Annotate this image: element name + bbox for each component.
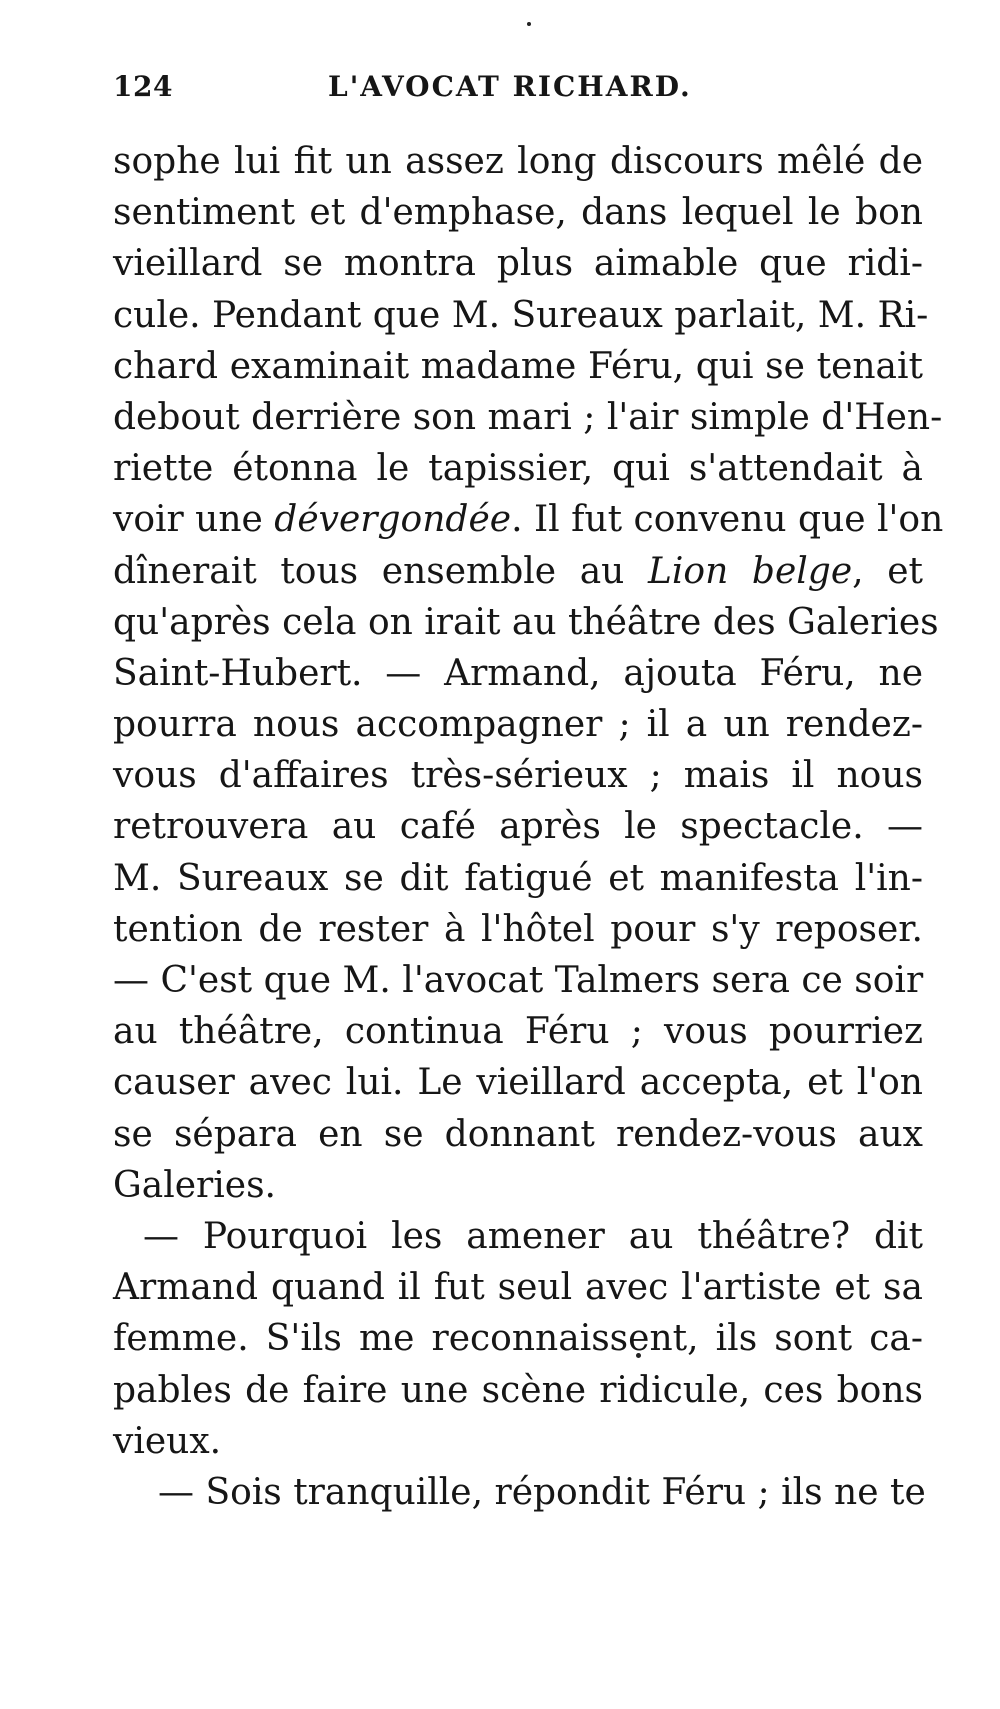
running-title: L'AVOCAT RICHARD. — [328, 70, 692, 103]
text-line: pourra nous accompagner ; il a un rendez- — [113, 704, 923, 746]
text-line: femme. S'ils me reconnaissent, ils sont ca- — [113, 1318, 923, 1360]
body-text — [113, 136, 944, 1518]
text-segment: . Il fut convenu que l'on — [511, 499, 944, 541]
text-line: Armand quand il fut seul avec l'artiste et sa — [113, 1267, 923, 1309]
text-line: riette étonna le tapissier, qui s'attendait à — [113, 448, 923, 490]
text-line: vieillard se montra plus aimable que ridi- — [113, 243, 923, 285]
text-line-paragraph-end: vieux. — [113, 1420, 222, 1462]
text-segment: , et — [852, 550, 923, 592]
text-line: retrouvera au café après le spectacle. — — [113, 806, 923, 848]
text-line: cule. Pendant que M. Sureaux parlait, M. Ri- — [113, 294, 929, 336]
italic-name: Lion belge — [648, 550, 853, 592]
text-line: — C'est que M. l'avocat Talmers sera ce soir — [113, 960, 924, 1001]
page-number: 124 — [113, 70, 173, 103]
text-line: pables de faire une scène ridicule, ces bons — [113, 1369, 923, 1411]
text-line: sentiment et d'emphase, dans lequel le bon — [113, 192, 923, 234]
text-line: tention de rester à l'hôtel pour s'y reposer. — [113, 908, 923, 950]
text-line: M. Sureaux se dit fatigué et manifesta l'in- — [113, 857, 923, 899]
text-segment: dînerait tous ensemble au — [113, 550, 648, 592]
text-line: debout derrière son mari ; l'air simple d'Hen- — [113, 396, 943, 438]
text-line: au théâtre, continua Féru ; vous pourriez — [113, 1011, 923, 1053]
italic-word: dévergondée — [274, 499, 512, 541]
text-line: vous d'affaires très-sérieux ; mais il nous — [113, 755, 923, 797]
text-line-paragraph-end: Galeries. — [113, 1164, 276, 1206]
text-segment: voir une — [113, 499, 275, 541]
print-speck — [527, 22, 531, 26]
text-line: Saint-Hubert. — Armand, ajouta Féru, ne — [113, 652, 923, 694]
text-line-with-italic — [113, 546, 923, 597]
text-line: qu'après cela on irait au théâtre des Galeries — [113, 601, 939, 643]
text-line: causer avec lui. Le vieillard accepta, et l'on — [113, 1062, 923, 1104]
text-line-paragraph-start: — Sois tranquille, répondit Féru ; ils ne te — [158, 1471, 926, 1513]
text-line-paragraph-start: — Pourquoi les amener au théâtre? dit — [143, 1215, 923, 1257]
page-header — [113, 66, 865, 110]
text-line: se sépara en se donnant rendez-vous aux — [113, 1113, 923, 1155]
text-line: chard examinait madame Féru, qui se tenait — [113, 345, 923, 387]
text-line: sophe lui fit un assez long discours mêlé de — [113, 141, 923, 182]
text-line-with-italic — [113, 494, 944, 545]
